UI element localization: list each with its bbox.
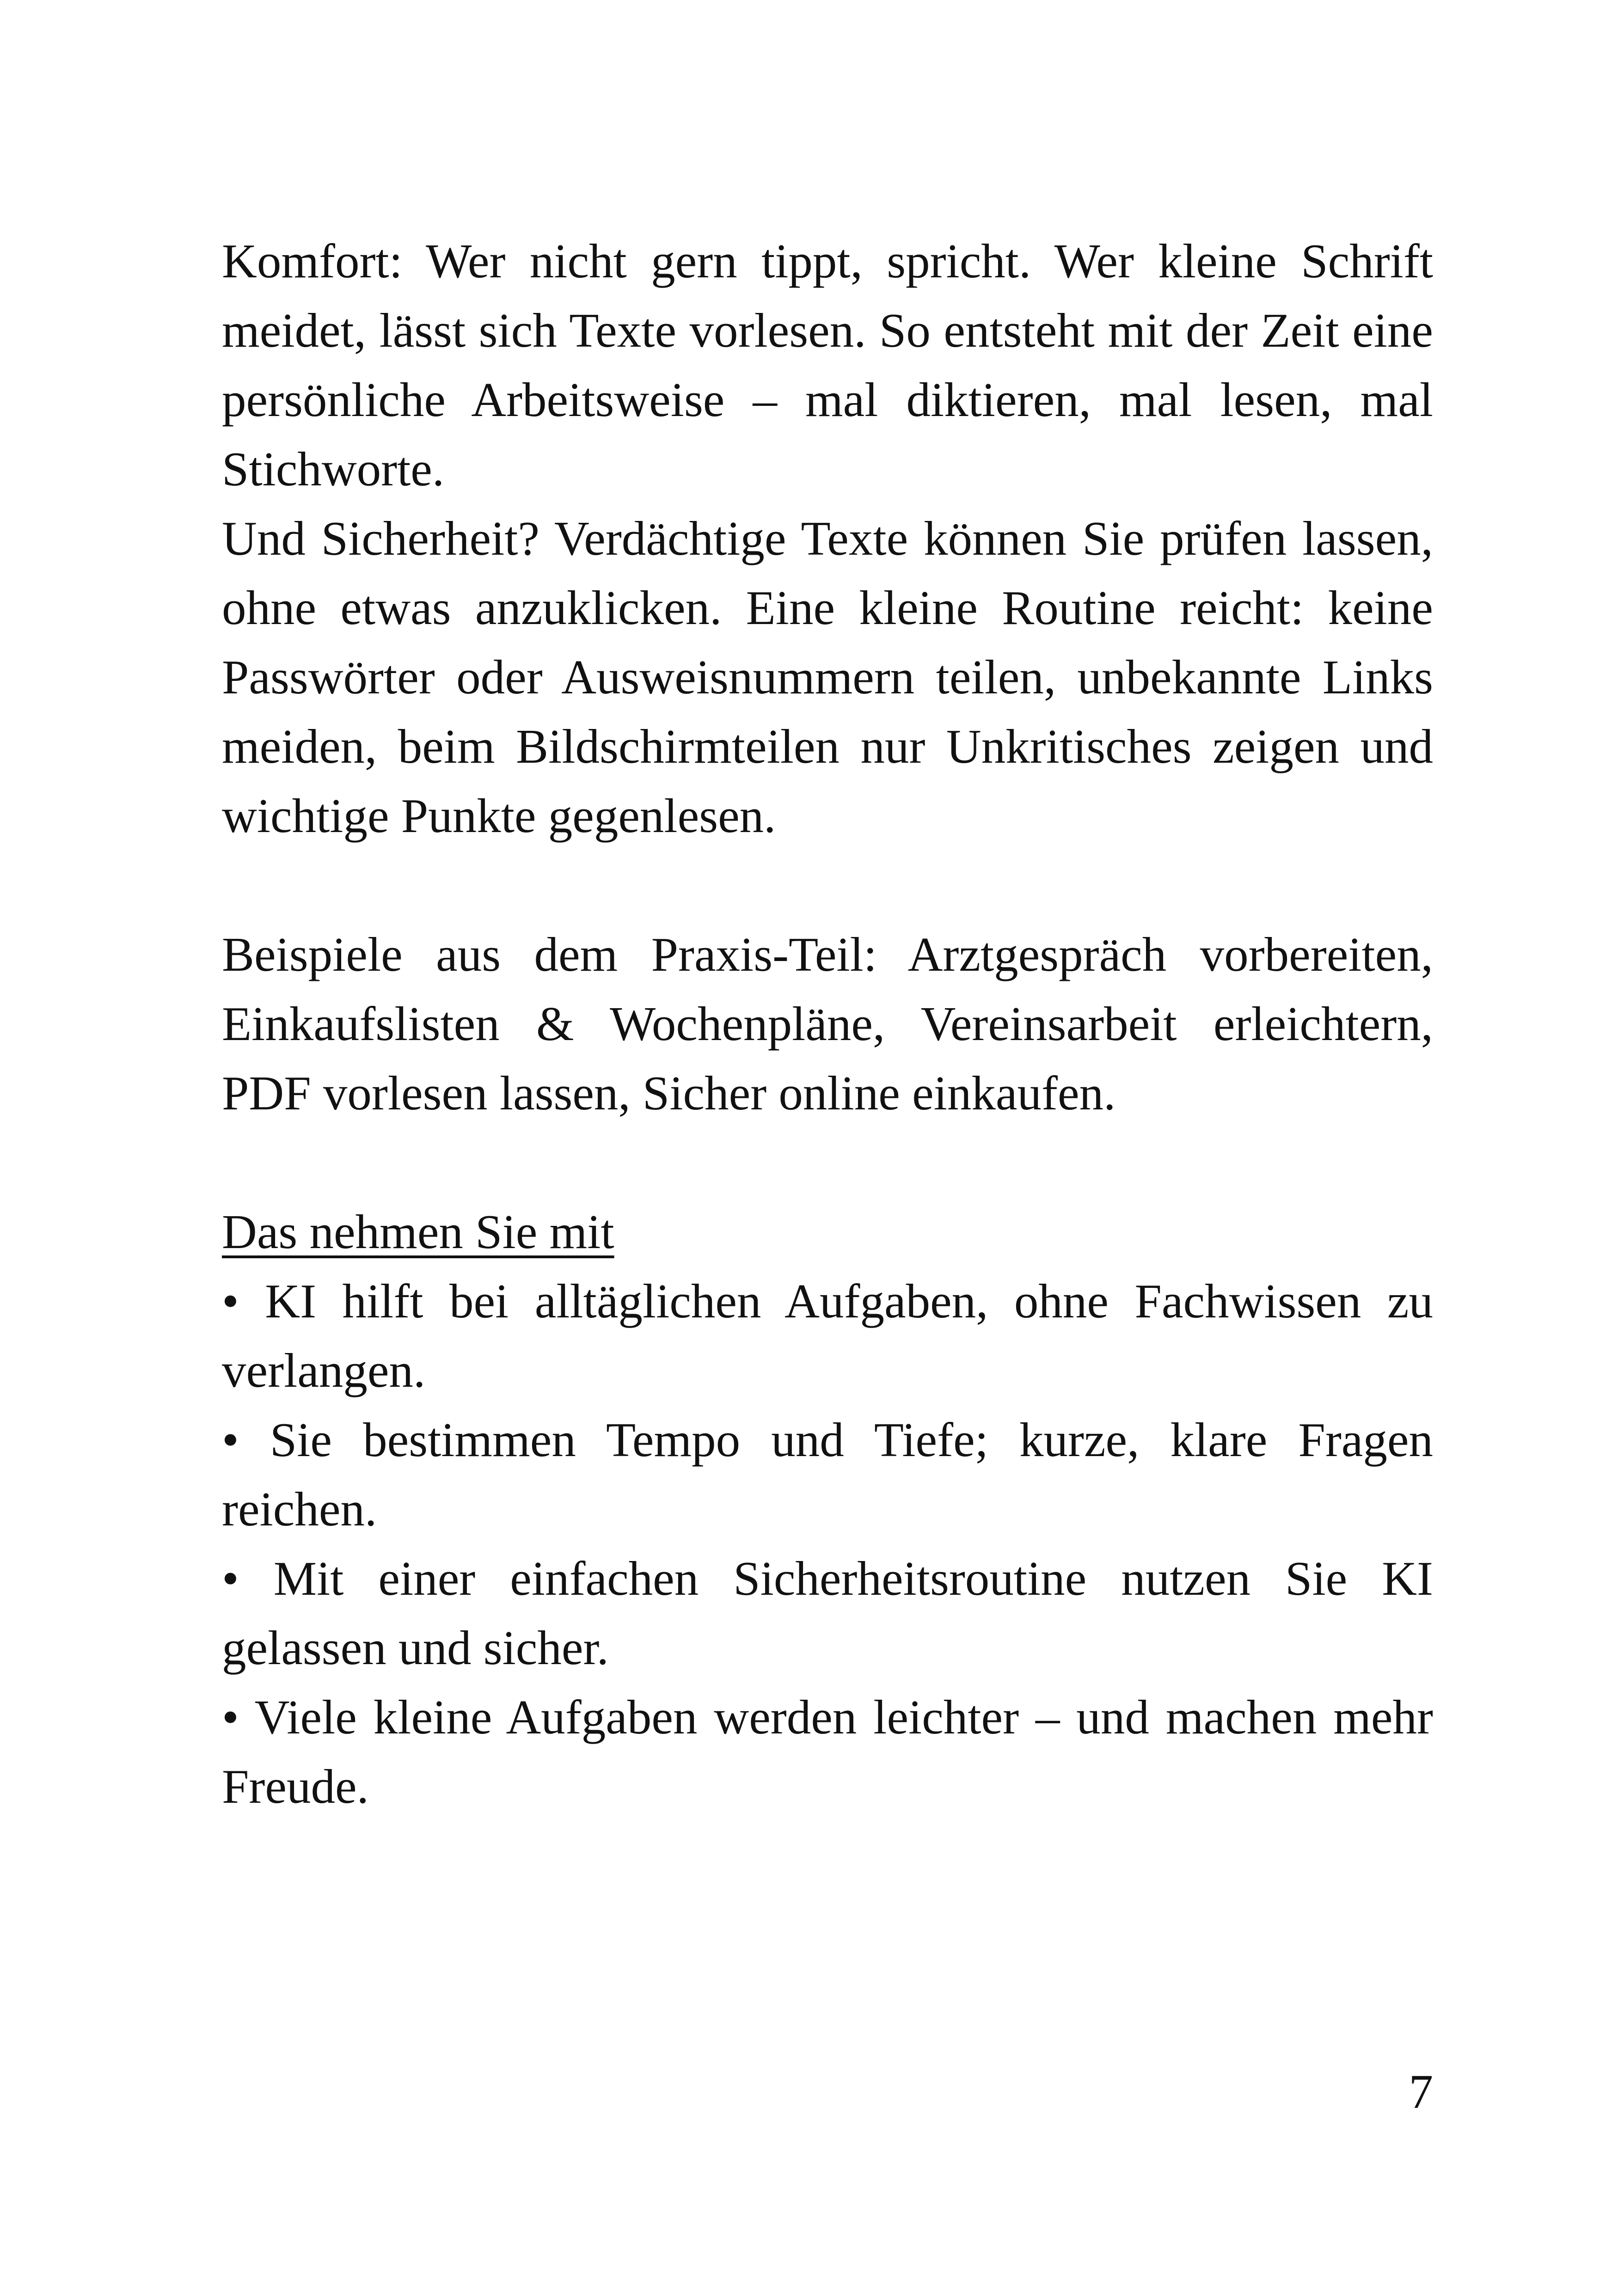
paragraph-komfort: Komfort: Wer nicht gern tippt, spricht. Wer kleine Schrift meidet, lässt sich Texte vorlesen. So entsteht mit der Zeit eine persönliche Arbeitsweise – mal diktieren, mal lesen, mal Stichworte. [222, 234, 1433, 496]
takeaway-item: • Sie bestimmen Tempo und Tiefe; kurze, klare Fragen reichen. [222, 1413, 1433, 1536]
takeaway-item: • KI hilft bei alltäglichen Aufgaben, ohne Fachwissen zu verlangen. [222, 1274, 1433, 1397]
page-number: 7 [1409, 2064, 1433, 2118]
paragraph-beispiele: Beispiele aus dem Praxis-Teil: Arztgespräch vorbereiten, Einkaufslisten & Wochenpläne, Vereinsarbeit erleichtern, PDF vorlesen lassen, Sicher online einkaufen. [222, 927, 1433, 1120]
takeaway-item: • Viele kleine Aufgaben werden leichter – und machen mehr Freude. [222, 1690, 1433, 1813]
takeaway-item: • Mit einer einfachen Sicherheitsroutine nutzen Sie KI gelassen und sicher. [222, 1551, 1433, 1675]
takeaways-list [222, 1267, 1433, 1821]
takeaways-heading: Das nehmen Sie mit [222, 1205, 614, 1259]
paragraph-sicherheit: Und Sicherheit? Verdächtige Texte können Sie prüfen lassen, ohne etwas anzuklicken. Eine kleine Routine reicht: keine Passwörter oder Ausweisnummern teilen, unbekannte Links meiden, beim Bildschirmteilen nur Unkritisches zeigen und wichtige Punkte gegenlesen. [222, 511, 1433, 843]
